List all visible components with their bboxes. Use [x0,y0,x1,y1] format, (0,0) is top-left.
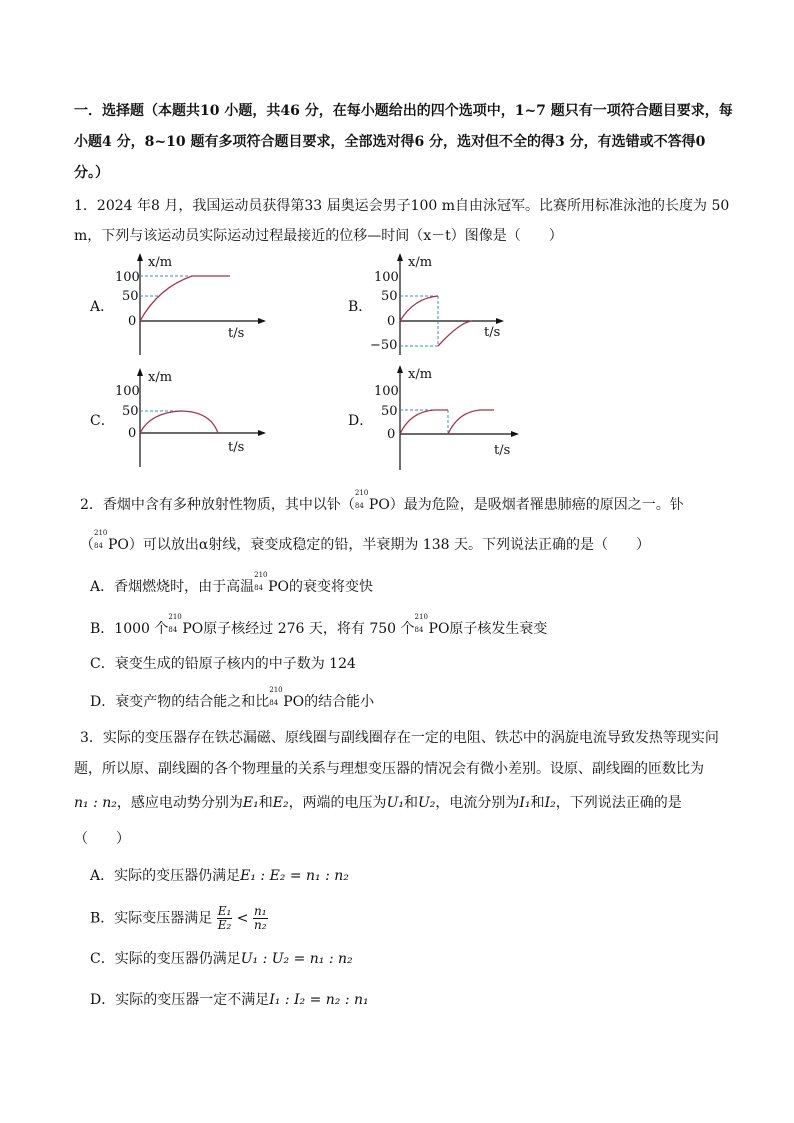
y-axis-arrow [137,253,143,261]
x-axis-arrow [258,430,266,436]
curve [140,276,230,321]
curve [140,411,218,433]
x-axis-label: t/s [228,440,245,455]
q1-option-b-label: B． [348,299,373,315]
y-axis-label: x/m [408,367,433,382]
section-header-line-2: 小题4 分，8~10 题有多项符合题目要求，全部选对得6 分，选对但不全的得3 分，有选错或不答得0 [74,134,706,150]
x-axis-arrow [258,318,266,324]
q2-stem-line-2 [80,529,650,555]
x-axis-label: t/s [494,443,511,458]
q2-option-c: C．衰变生成的铅原子核内的中子数为 124 [90,656,356,672]
tick-neg-50: −50 [370,338,398,353]
q1-graph-b [368,250,538,360]
x-axis-label: t/s [484,325,501,340]
q3-option-d: D．实际的变压器一定不满足I₁ : I₂ = n₂ : n₁ [90,992,369,1008]
tick-0: 0 [387,314,396,329]
q3-answer-bracket: （ ） [74,831,130,847]
po-isotope: 210 84 [269,686,283,707]
x-axis-arrow [511,431,519,437]
tick-50: 50 [381,289,398,304]
y-axis-label: x/m [148,255,173,270]
po-isotope: 210 84 [94,529,108,550]
q1-option-a-label: A． [90,299,115,315]
y-axis-label: x/m [148,370,173,385]
tick-50: 50 [381,404,398,419]
tick-100: 100 [115,270,140,285]
curve-first [400,410,448,434]
section-header-line-3: 分。） [74,165,109,181]
q3-option-a: A．实际的变压器仍满足E₁ : E₂ = n₁ : n₂ [90,868,349,884]
curve-second [448,410,494,434]
po-isotope: 210 84 [254,571,268,592]
fraction-e1-e2: $\frac{\text{E₁}}{\text{E₂}}$ [217,904,232,932]
q3-option-c: C．实际的变压器仍满足U₁ : U₂ = n₁ : n₂ [90,951,353,967]
y-axis-label: x/m [408,255,433,270]
q2-option-a: A．香烟燃烧时，由于高温 210 84 PO的衰变将变快 [90,571,374,595]
po-isotope: 210 84 [168,613,182,634]
q3-option-b: B．实际变压器满足 $\frac{\text{E₁}}{\text{E₂}}$ < $\frac{\text{n₁}}{\text{n₂}}$ [90,904,267,932]
q3-stem-line-2: 题，所以原、副线圈的各个物理量的关系与理想变压器的情况会有微小差别。设原、副线圈的匝数比为 [74,761,704,777]
x-axis-label: t/s [228,326,245,341]
q2-text: 2．香烟中含有多种放射性物质，其中以钋（ [80,497,355,513]
q1-stem-line-1: 1．2024 年8 月，我国运动员获得第33 届奥运会男子100 m自由泳冠军。比赛所用标准泳池的长度为 50 [74,198,730,214]
po-isotope: 210 84 [354,489,369,510]
tick-50: 50 [122,289,139,304]
tick-0: 0 [128,426,137,441]
section-header-line-1: 一．选择题（本题共10 小题，共46 分，在每小题给出的四个选项中，1~7 题只有一项符合题目要求，每 [74,103,733,119]
q2-text: （ [80,537,94,553]
po-isotope: 210 84 [414,613,428,634]
q2-stem-line-1 [80,489,684,515]
tick-50: 50 [122,404,139,419]
y-axis-arrow [137,368,143,376]
q1-graph-a [110,250,280,360]
q1-option-d-label: D． [348,413,374,429]
q2-option-b: B．1000 个 210 84 PO原子核经过 276 天，将有 750 个 210 84 PO原子核发生衰变 [90,613,548,637]
tick-100: 100 [374,384,399,399]
tick-100: 100 [115,384,140,399]
q2-text: PO）最为危险，是吸烟者罹患肺癌的原因之一。钋 [368,497,684,513]
q3-stem-line-3: n₁ : n₂，感应电动势分别为E₁和E₂，两端的电压为U₁和U₂，电流分别为I₁和I₂，下列说法正确的是 [74,795,682,811]
q1-stem-line-2: m，下列与该运动员实际运动过程最接近的位移—时间（x－t）图像是（ ） [74,228,563,244]
tick-0: 0 [128,314,137,329]
q1-graph-d [368,362,538,472]
x-axis-arrow [496,318,504,324]
tick-0: 0 [387,427,396,442]
y-axis-arrow [397,365,403,373]
curve-return [438,321,472,346]
q2-option-d: D．衰变产物的结合能之和比 210 84 PO的结合能小 [90,686,375,710]
q1-option-c-label: C． [90,413,115,429]
fraction-n1-n2: $\frac{\text{n₁}}{\text{n₂}}$ [253,904,267,932]
tick-100: 100 [374,270,399,285]
q3-stem-line-1: 3．实际的变压器存在铁芯漏磁、原线圈与副线圈存在一定的电阻、铁芯中的涡旋电流导致发热等现实问 [80,730,719,746]
q2-text: PO）可以放出α射线，衰变成稳定的铅，半衰期为 138 天。下列说法正确的是（ ） [108,537,650,553]
y-axis-arrow [397,253,403,261]
curve-up [400,296,438,321]
q1-graph-c [110,365,280,470]
